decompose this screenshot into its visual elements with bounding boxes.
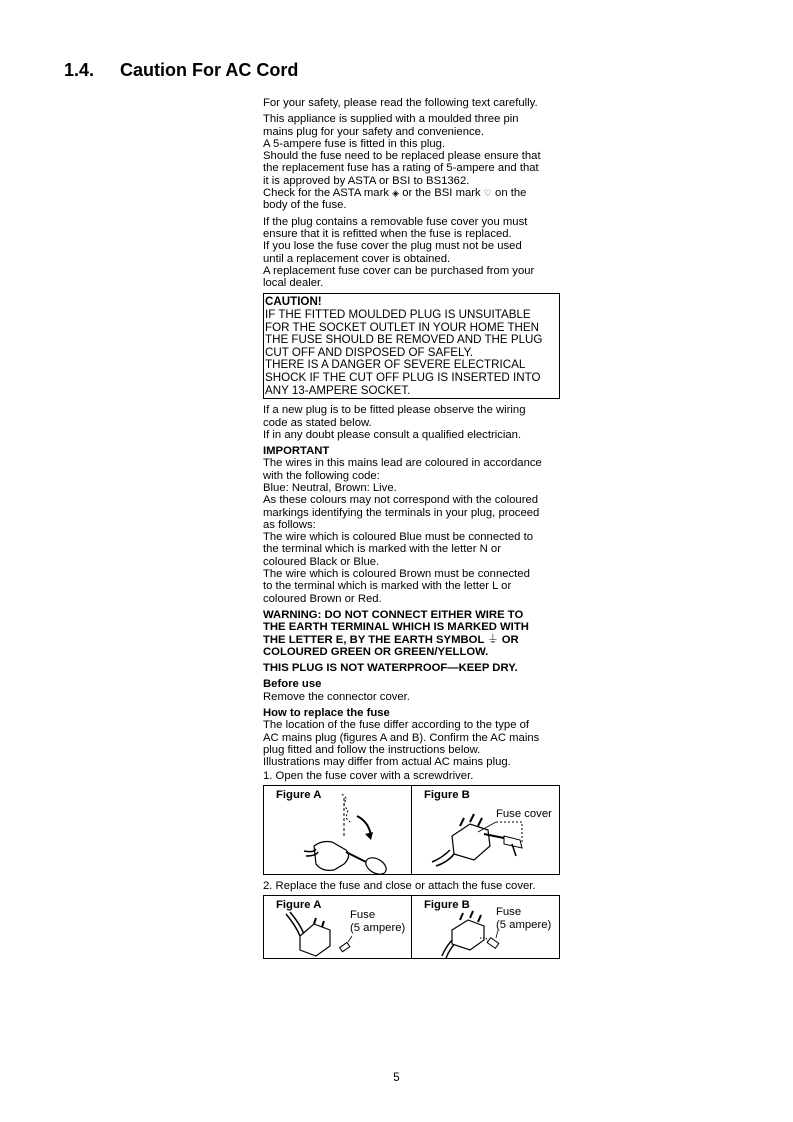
check-text-b: or the BSI mark [402,187,481,200]
text-line: If the plug contains a removable fuse cover you must [263,215,528,228]
before-use-title: Before use [263,678,322,691]
fuse-info-paragraph [263,113,561,211]
text-line: code as stated below. [263,416,372,429]
check-marks-line [263,187,561,199]
text-line: The wires in this mains lead are coloured in accordance [263,457,542,470]
check-text-c: on the [495,187,527,200]
text-line: Should the fuse need to be replaced please ensure that [263,150,541,163]
fuse-rating-callout-a: (5 ampere) [350,922,406,935]
intro-paragraph [263,97,561,109]
text-line: to the terminal which is marked with the letter L or [263,580,512,593]
intro-line: For your safety, please read the following text carefully. [263,97,538,109]
text-line: it is approved by ASTA or BSI to BS1362. [263,174,470,187]
figure-b-label: Figure B [424,788,470,801]
figure-b-cell [411,786,559,874]
text-line: Blue: Neutral, Brown: Live. [263,481,397,494]
figure-a-cell [264,786,411,874]
text-line: As these colours may not correspond with the coloured [263,494,539,507]
text-line: A replacement fuse cover can be purchased from your [263,264,535,277]
fuse-cover-paragraph [263,216,561,290]
fuse-cover-callout: Fuse cover [496,807,552,820]
text-line: coloured Brown or Red. [263,592,382,605]
text-line: If in any doubt please consult a qualified electrician. [263,428,522,441]
text-line: The location of the fuse differ according to the type of [263,719,530,732]
figure-table-open-cover [263,785,560,875]
step-2: 2. Replace the fuse and close or attach the fuse cover. [263,879,536,892]
warning-line: COLOURED GREEN OR GREEN/YELLOW. [263,645,489,658]
figure-table-replace-fuse [263,895,560,959]
text-line: with the following code: [263,469,380,482]
caution-line: THE FUSE SHOULD BE REMOVED AND THE PLUG [265,333,543,347]
warning-line: WARNING: DO NOT CONNECT EITHER WIRE TO [263,608,524,621]
text-line: AC mains plug (figures A and B). Confirm the AC mains [263,731,540,744]
step-1: 1. Open the fuse cover with a screwdriver. [263,769,474,782]
caution-box [263,293,560,399]
warning-text: THE LETTER E, BY THE EARTH SYMBOL [263,633,485,646]
check-text-a: Check for the ASTA mark [263,187,389,200]
text-line: the replacement fuse has a rating of 5-ampere and that [263,162,539,175]
figure-b-cell [411,896,559,958]
plug-screwdriver-illustration-b [412,786,559,874]
caution-line: IF THE FITTED MOULDED PLUG IS UNSUITABLE [265,308,531,322]
waterproof-line: THIS PLUG IS NOT WATERPROOF—KEEP DRY. [263,662,518,675]
caution-line: CUT OFF AND DISPOSED OF SAFELY. [265,345,474,359]
caution-line: SHOCK IF THE CUT OFF PLUG IS INSERTED INTO [265,371,541,385]
section-number: 1.4. [64,60,95,80]
plug-fuse-illustration-b [412,896,559,958]
text-line: Illustrations may differ from actual AC mains plug. [263,756,511,769]
fuse-callout-b: Fuse [496,906,522,919]
text-line: If a new plug is to be fitted please observe the wiring [263,404,526,417]
figure-a-label: Figure A [276,788,322,801]
figure-a-cell [264,896,411,958]
text-line: The wire which is coloured Brown must be connected [263,568,530,581]
figure-a-label: Figure A [276,899,322,912]
asta-mark-icon: ◈ [392,188,400,199]
before-use-section [263,678,561,703]
plug-fuse-illustration-a [264,896,409,958]
text-line: markings identifying the terminals in your plug, proceed [263,506,540,519]
caution-line: ANY 13-AMPERE SOCKET. [265,383,411,397]
plug-screwdriver-illustration-a [264,786,409,874]
warning-text: OR [501,633,519,646]
content-column [263,97,561,964]
text-line: A 5-ampere fuse is fitted in this plug. [263,137,446,150]
text-line: local dealer. [263,277,324,290]
warning-paragraph [263,609,561,658]
warning-line [263,634,561,646]
text-line: body of the fuse. [263,199,347,212]
warning-line: THE EARTH TERMINAL WHICH IS MARKED WITH [263,621,529,634]
figure-b-label: Figure B [424,899,470,912]
earth-symbol-icon: ⏚ [487,633,499,646]
new-plug-paragraph [263,404,561,441]
text-line: until a replacement cover is obtained. [263,252,451,265]
text-line: The wire which is coloured Blue must be connected to [263,531,534,544]
replace-fuse-title: How to replace the fuse [263,707,390,720]
bsi-kitemark-icon: ♡ [483,188,492,199]
text-line: the terminal which is marked with the letter N or [263,543,501,556]
section-heading [64,60,298,81]
caution-line: THERE IS A DANGER OF SEVERE ELECTRICAL [265,358,526,372]
text-line: This appliance is supplied with a moulded three pin [263,113,519,126]
text-line: mains plug for your safety and convenience. [263,125,485,138]
text-line: If you lose the fuse cover the plug must not be used [263,240,522,253]
waterproof-warning [263,662,561,674]
text-line: as follows: [263,518,316,531]
page-number: 5 [393,1072,400,1084]
important-section [263,445,561,605]
replace-fuse-section [263,707,561,782]
caution-title: CAUTION! [265,295,322,309]
before-use-text: Remove the connector cover. [263,690,410,703]
text-line: ensure that it is refitted when the fuse is replaced. [263,227,512,240]
text-line: plug fitted and follow the instructions below. [263,743,481,756]
text-line: coloured Black or Blue. [263,555,380,568]
fuse-callout-a: Fuse [350,909,376,922]
important-title: IMPORTANT [263,445,330,458]
caution-line: FOR THE SOCKET OUTLET IN YOUR HOME THEN [265,320,539,334]
fuse-rating-callout-b: (5 ampere) [496,919,552,932]
section-title: Caution For AC Cord [120,60,299,80]
